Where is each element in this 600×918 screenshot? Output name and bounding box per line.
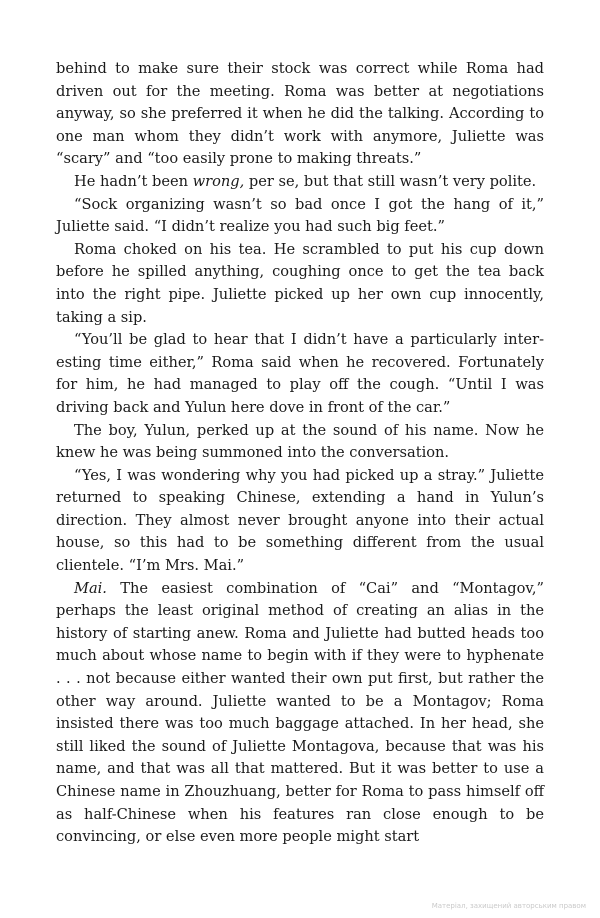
paragraph-p2 xyxy=(56,171,544,194)
paragraph-p1 xyxy=(56,58,544,171)
paragraph-text: “Yes, I was wondering why you had picked up a stray.” Juliette returned to speaking Chinese, extending a hand in Yulun’s direction. They almost never brought anyone into their actual house, so this had to be something different from the usual clientele. “I’m Mrs. Mai.” xyxy=(56,466,544,575)
paragraph-p5 xyxy=(56,329,544,419)
paragraph-p7 xyxy=(56,465,544,578)
paragraph-text: The boy, Yulun, perked up at the sound of his name. Now he knew he was being summoned into the conversation. xyxy=(56,421,544,462)
paragraph-text: Roma choked on his tea. He scrambled to put his cup down before he spilled anything, coughing once to get the tea back into the right pipe. Juliette picked up her own cup innocently, taking a sip. xyxy=(56,240,544,326)
paragraph-p4 xyxy=(56,239,544,329)
paragraph-text: “You’ll be glad to hear that I didn’t have a particularly interesting time either,” Roma said when he recovered. Fortunately for him, he had managed to play off the cough. “Until I was driving back and Yulun here dove in front of the car.” xyxy=(56,331,544,416)
paragraph-text: per se, but that still wasn’t very polite. xyxy=(244,172,537,190)
paragraph-p6 xyxy=(56,420,544,465)
page-body xyxy=(56,58,544,849)
paragraph-text: He hadn’t been xyxy=(74,172,193,190)
paragraph-text: behind to make sure their stock was correct while Roma had driven out for the meeting. Roma was better at negotiations anyway, so she preferred it when he did the talking. According to one man whom they didn’t work with anymore, Juliette was “scary” and “too easily prone to making threats.” xyxy=(56,60,544,168)
paragraph-p3 xyxy=(56,194,544,239)
copyright-watermark: Матеріал, захищений авторським правом xyxy=(431,902,586,910)
paragraph-p8 xyxy=(56,578,544,849)
italic-text: Mai. xyxy=(74,579,107,597)
paragraph-text: The easiest combination of “Cai” and “Montagov,” perhaps the least original method of creating an alias in the history of starting anew. Roma and Juliette had butted heads too much about whose name to begin with if they were to hyphenate . . . not because either wanted their own put first, but rather the other way around. Juliette wanted to be a Montagov; Roma insisted there was too much baggage attached. In her head, she still liked the sound of Juliette Montagova, because that was his name, and that was all that mattered. But it was better to use a Chinese name in Zhouzhuang, better for Roma to pass himself off as half-Chinese when his features ran close enough to be convincing, or else even more people might start xyxy=(56,579,544,846)
paragraph-text: “Sock organizing wasn’t so bad once I got the hang of it,” Juliette said. “I didn’t realize you had such big feet.” xyxy=(56,195,544,236)
italic-text: wrong, xyxy=(192,172,245,190)
